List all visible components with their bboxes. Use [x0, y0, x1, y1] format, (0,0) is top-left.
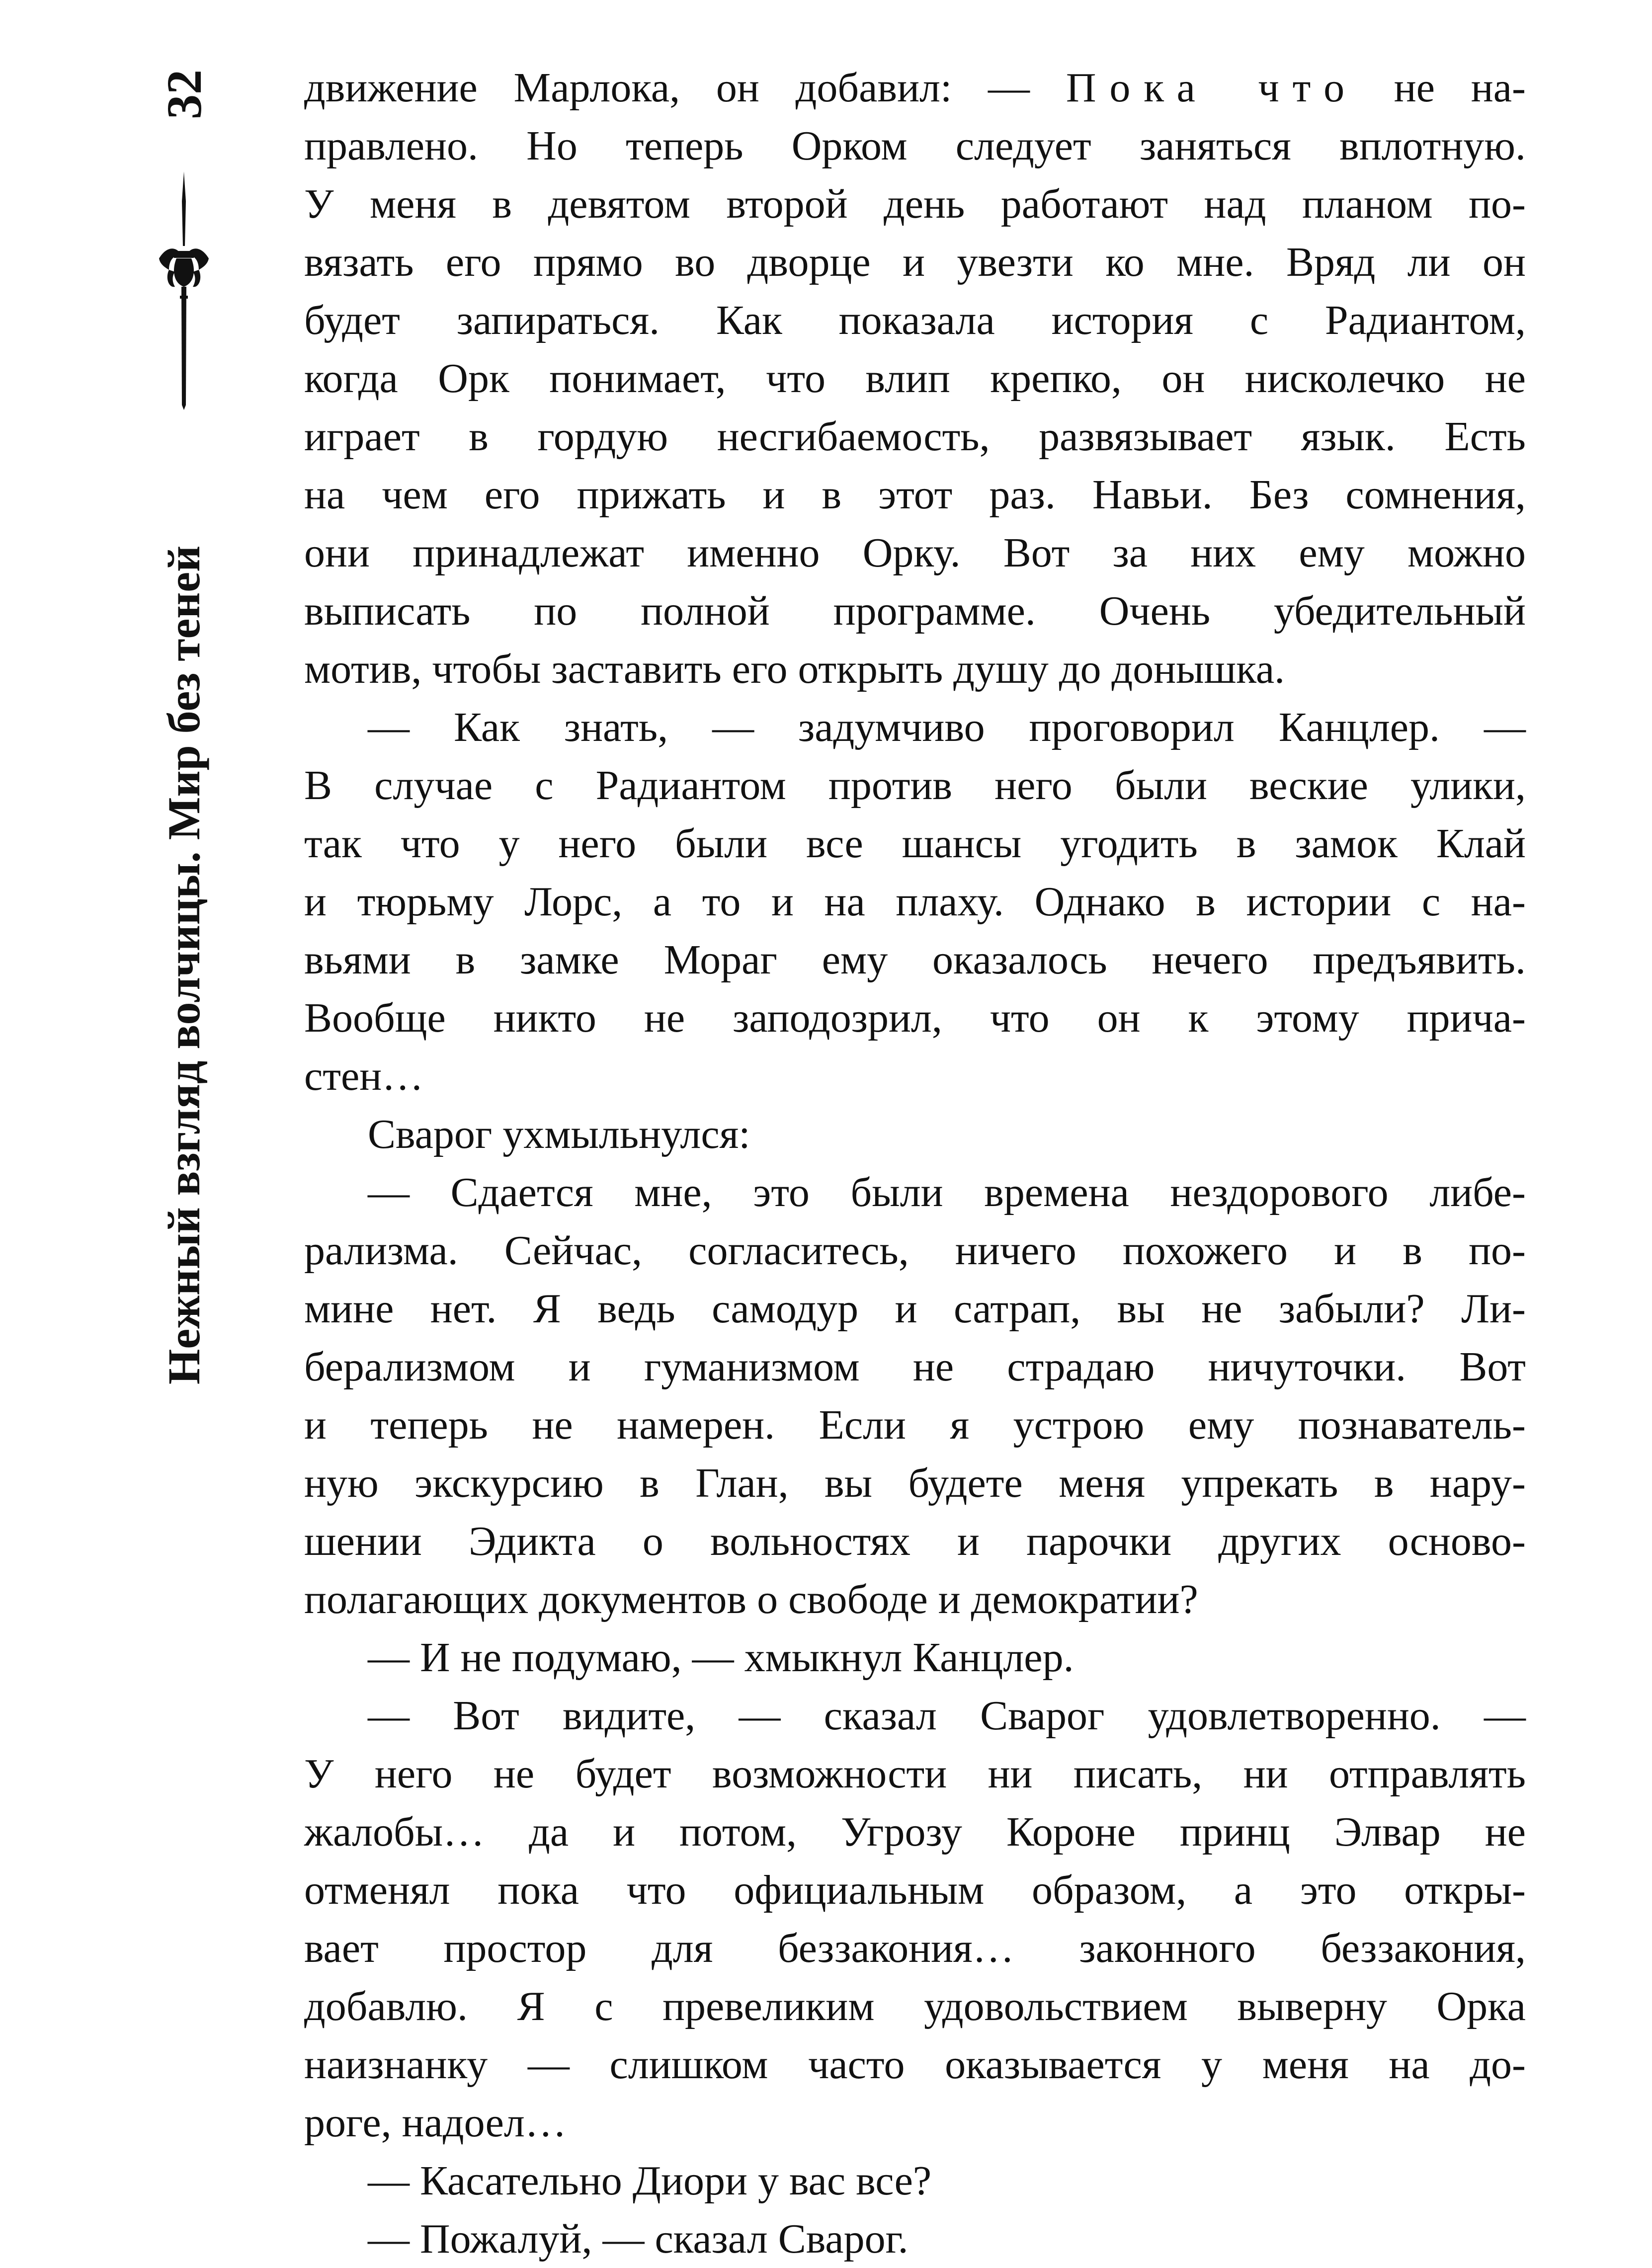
page-text: [304, 59, 1526, 2268]
text-line: так что у него были все шансы угодить в замок Клай: [304, 820, 1526, 867]
text-line: они принадлежат именно Орку. Вот за них ему можно: [304, 530, 1526, 576]
text-line: играет в гордую несгибаемость, развязывает язык. Есть: [304, 413, 1526, 460]
text-line: — Пожалуй, — сказал Сварог.: [368, 2216, 909, 2262]
text-line: жалобы… да и потом, Угрозу Короне принц Элвар не: [304, 1809, 1526, 1855]
text-line: — Вот видите, — сказал Сварог удовлетворенно. —: [368, 1693, 1526, 1739]
text-line: движение Марлока, он добавил: — Пока что не на-: [304, 65, 1526, 111]
text-line: и тюрьму Лорс, а то и на плаху. Однако в истории с на-: [304, 879, 1526, 925]
text-line: мине нет. Я ведь самодур и сатрап, вы не забыли? Ли-: [304, 1286, 1526, 1332]
text-line: В случае с Радиантом против него были веские улики,: [304, 762, 1526, 809]
text-line: на чем его прижать и в этот раз. Навьи. Без сомнения,: [304, 472, 1526, 518]
text-line: — Касательно Диори у вас все?: [368, 2158, 932, 2204]
text-line: добавлю. Я с превеликим удовольствием выверну Орка: [304, 1983, 1526, 2029]
text-line: — И не подумаю, — хмыкнул Канцлер.: [368, 1634, 1074, 1681]
page-number: 32: [156, 70, 212, 119]
text-line: берализмом и гуманизмом не страдаю ничуточки. Вот: [304, 1344, 1526, 1390]
text-line: шении Эдикта о вольностях и парочки других осново-: [304, 1518, 1526, 1564]
text-line: выписать по полной программе. Очень убедительный: [304, 588, 1526, 634]
text-line: будет запираться. Как показала история с Радиантом,: [304, 297, 1526, 343]
text-line: стен…: [304, 1053, 424, 1099]
text-line: наизнанку — слишком часто оказывается у меня на до-: [304, 2041, 1526, 2088]
text-line: когда Орк понимает, что влип крепко, он нисколечко не: [304, 355, 1526, 402]
text-line: полагающих документов о свободе и демократии?: [304, 1576, 1198, 1622]
text-line: и теперь не намерен. Если я устрою ему познаватель-: [304, 1402, 1526, 1448]
running-head: Нежный взгляд волчицы. Мир без теней: [159, 545, 209, 1385]
text-line: У меня в девятом второй день работают над планом по-: [304, 181, 1526, 227]
text-line: У него не будет возможности ни писать, ни отправлять: [304, 1751, 1526, 1797]
text-line: рализма. Сейчас, согласитесь, ничего похожего и в по-: [304, 1227, 1526, 1274]
text-line: Сварог ухмыльнулся:: [368, 1111, 750, 1157]
text-line: вает простор для беззакония… законного беззакония,: [304, 1925, 1526, 1971]
text-line: правлено. Но теперь Орком следует заняться вплотную.: [304, 123, 1526, 169]
text-line: вьями в замке Мораг ему оказалось нечего предъявить.: [304, 937, 1526, 983]
text-line: — Как знать, — задумчиво проговорил Канцлер. —: [368, 704, 1526, 750]
running-head-strip: [149, 60, 219, 1451]
text-line: мотив, чтобы заставить его открыть душу до донышка.: [304, 646, 1285, 692]
text-line: Вообще никто не заподозрил, что он к этому прича-: [304, 995, 1526, 1041]
sword-icon: [154, 171, 214, 410]
text-line: роге, надоел…: [304, 2100, 567, 2146]
spaced-emphasis: Пока что: [1066, 65, 1358, 111]
text-line: ную экскурсию в Глан, вы будете меня упрекать в нару-: [304, 1460, 1526, 1506]
text-line: отменял пока что официальным образом, а это откры-: [304, 1867, 1526, 1913]
text-line: вязать его прямо во дворце и увезти ко мне. Вряд ли он: [304, 239, 1526, 285]
text-line: — Сдается мне, это были времена нездорового либе-: [368, 1169, 1526, 1215]
